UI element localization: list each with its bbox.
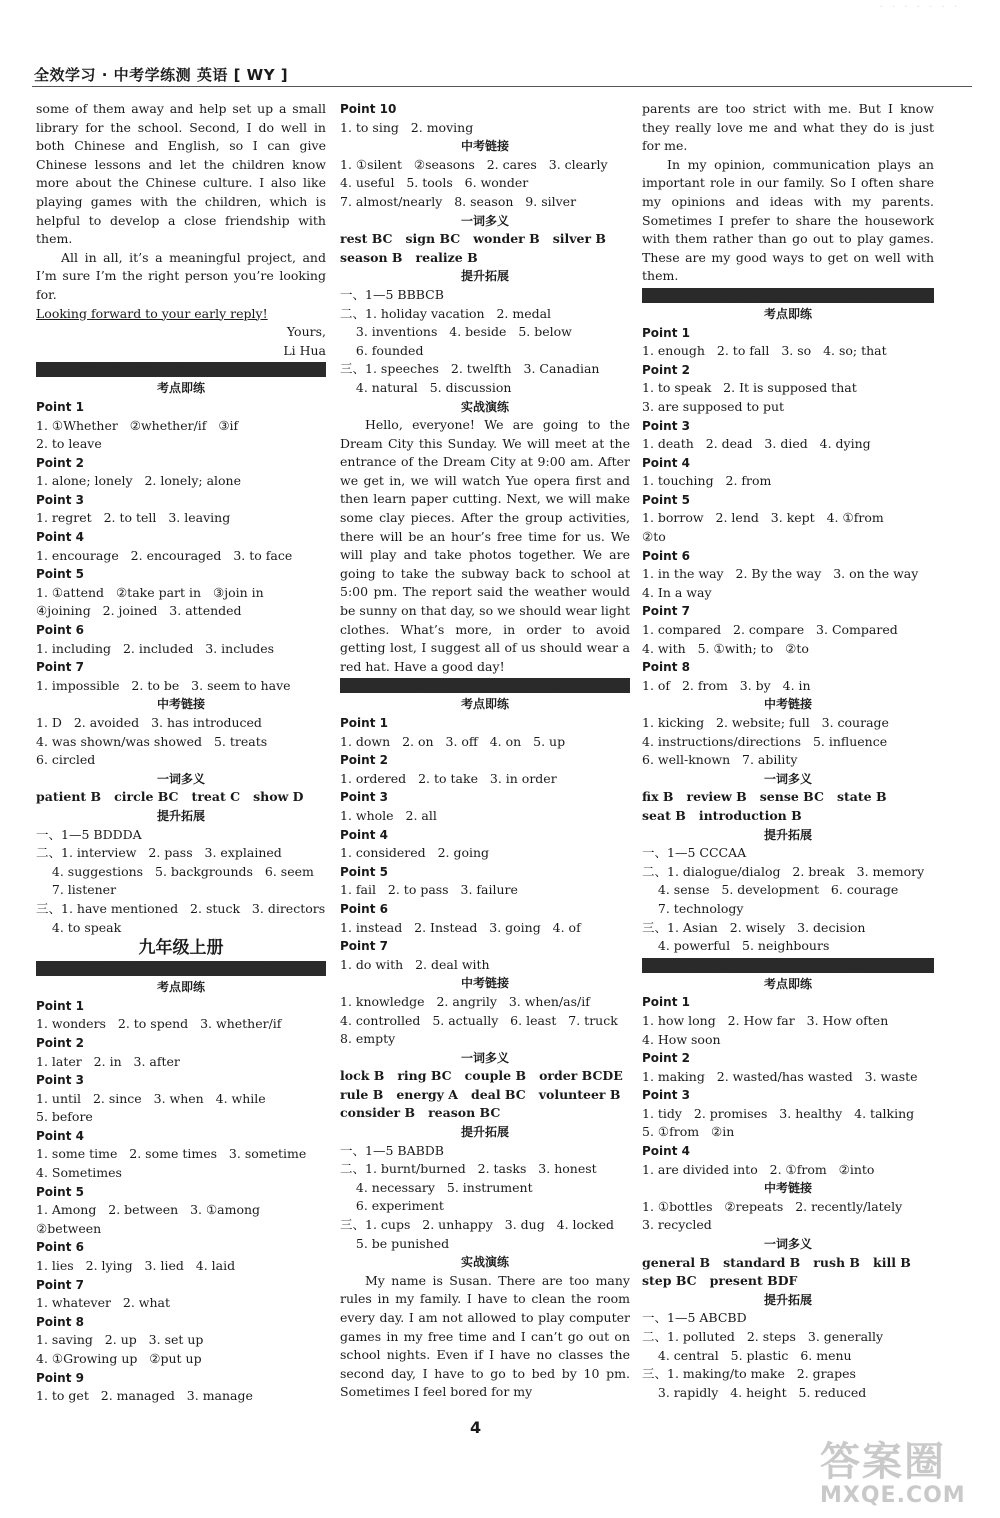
point-label: Point 4 bbox=[36, 530, 84, 545]
section-heading: 一词多义 bbox=[156, 771, 205, 786]
answer-line: 4. controlled 5. actually 6. least 7. truck bbox=[340, 1012, 618, 1028]
paragraph: All in all, it’s a meaningful project, and I’m sure I’m the right person you’re looking for. bbox=[36, 249, 326, 302]
point-label: Point 7 bbox=[340, 939, 388, 954]
point-label: Point 3 bbox=[36, 492, 84, 507]
answer-column-2 bbox=[340, 100, 630, 1402]
point-label: Point 2 bbox=[36, 455, 84, 470]
point-label: Point 9 bbox=[36, 1370, 84, 1385]
answer-line: ②to bbox=[642, 529, 666, 545]
answer-line: 1. alone; lonely 2. lonely; alone bbox=[36, 473, 241, 489]
answer-line: 1. considered 2. going bbox=[340, 845, 490, 861]
answer-line: 4. Sometimes bbox=[36, 1165, 122, 1181]
word-meaning-line: patient B circle BC treat C show D bbox=[36, 789, 304, 805]
answer-line: 2. to leave bbox=[36, 436, 102, 452]
word-meaning-line: step BC present BDF bbox=[642, 1273, 798, 1289]
point-label: Point 3 bbox=[642, 418, 690, 433]
word-meaning-line: seat B introduction B bbox=[642, 807, 802, 823]
point-label: Point 4 bbox=[642, 1144, 690, 1159]
point-label: Point 6 bbox=[642, 548, 690, 563]
answer-line: 1. whole 2. all bbox=[340, 807, 437, 823]
answer-line: 1. ①bottles ②repeats 2. recently/lately bbox=[642, 1198, 903, 1214]
answer-line: 1. including 2. included 3. includes bbox=[36, 640, 275, 656]
answer-line: 6. circled bbox=[36, 752, 96, 768]
answer-line: 1. down 2. on 3. off 4. on 5. up bbox=[340, 733, 566, 749]
point-label: Point 3 bbox=[36, 1073, 84, 1088]
header-rule bbox=[32, 86, 972, 87]
point-label: Point 4 bbox=[340, 827, 388, 842]
answer-line: 二、1. polluted 2. steps 3. generally bbox=[642, 1329, 884, 1344]
answer-line: 3. are supposed to put bbox=[642, 398, 785, 414]
volume-title: 九年级上册 bbox=[138, 938, 224, 959]
answer-line: 1. ordered 2. to take 3. in order bbox=[340, 770, 557, 786]
answer-line: 1. instead 2. Instead 3. going 4. of bbox=[340, 919, 581, 935]
answer-line: 4. suggestions 5. backgrounds 6. seem bbox=[36, 863, 314, 879]
point-label: Point 1 bbox=[642, 325, 690, 340]
answer-line: 1. enough 2. to fall 3. so 4. so; that bbox=[642, 343, 887, 359]
section-heading: 提升拓展 bbox=[763, 827, 812, 842]
section-heading: 一词多义 bbox=[460, 1050, 509, 1065]
answer-line: 1. to get 2. managed 3. manage bbox=[36, 1388, 253, 1404]
paragraph: My name is Susan. There are too many rules in my family. I have to clean the room every day. I am not allowed to play computer games in my free time and I can’t go out on school nights. Even if I have no classes the second day, I have to go to bed by 10 pm. Sometimes I feel bored for my bbox=[340, 1272, 630, 1400]
answer-line: 三、1. speeches 2. twelfth 3. Canadian bbox=[340, 361, 600, 377]
answer-line: 1. encourage 2. encouraged 3. to face bbox=[36, 547, 293, 563]
answer-line: 4. necessary 5. instrument bbox=[340, 1179, 533, 1195]
section-heading: 考点即练 bbox=[460, 697, 509, 712]
answer-line: 1. regret 2. to tell 3. leaving bbox=[36, 510, 231, 526]
lesson-banner: 第14课时 Module 1—Module 3 bbox=[36, 961, 326, 976]
answer-line: 1. borrow 2. lend 3. kept 4. ①from bbox=[642, 510, 884, 526]
point-label: Point 5 bbox=[36, 1184, 84, 1199]
answer-line: 6. well-known 7. ability bbox=[642, 752, 798, 768]
answer-line: 三、1. making/to make 2. grapes bbox=[642, 1366, 856, 1382]
answer-line: 4. natural 5. discussion bbox=[340, 379, 512, 395]
answer-line: 6. founded bbox=[340, 342, 424, 358]
answer-line: 一、1—5 ABCBD bbox=[642, 1310, 747, 1326]
point-label: Point 5 bbox=[642, 492, 690, 507]
paragraph: parents are too strict with me. But I know they really love me and what they do is just for me. bbox=[642, 101, 934, 154]
answer-line: 1. saving 2. up 3. set up bbox=[36, 1332, 204, 1348]
answer-line: 6. experiment bbox=[340, 1198, 444, 1214]
page-number: 4 bbox=[470, 1418, 482, 1437]
point-label: Point 4 bbox=[36, 1128, 84, 1143]
answer-line: 1. until 2. since 3. when 4. while bbox=[36, 1090, 266, 1106]
answer-line: 1. to speak 2. It is supposed that bbox=[642, 380, 857, 396]
answer-line: 4. was shown/was showed 5. treats bbox=[36, 733, 268, 749]
section-heading: 一词多义 bbox=[763, 771, 812, 786]
word-meaning-line: rest BC sign BC wonder B silver B bbox=[340, 231, 606, 247]
answer-line: 一、1—5 BABDB bbox=[340, 1142, 444, 1158]
answer-line: 二、1. interview 2. pass 3. explained bbox=[36, 845, 282, 861]
point-label: Point 2 bbox=[642, 362, 690, 377]
answer-line: 4. instructions/directions 5. influence bbox=[642, 733, 888, 749]
answer-line: 1. fail 2. to pass 3. failure bbox=[340, 882, 518, 898]
answer-line: 1. making 2. wasted/has wasted 3. waste bbox=[642, 1068, 918, 1084]
lesson-banner: 第17课时 Module 10—Module 12 bbox=[642, 958, 934, 973]
point-label: Point 10 bbox=[340, 102, 397, 116]
lesson-banner: 第15课时 Module 4—Module 6 bbox=[340, 678, 630, 693]
answer-line: 1. in the way 2. By the way 3. on the way bbox=[642, 566, 919, 582]
answer-line: 三、1. Asian 2. wisely 3. decision bbox=[642, 919, 866, 935]
answer-line: 7. technology bbox=[642, 900, 744, 916]
answer-line: 1. D 2. avoided 3. has introduced bbox=[36, 715, 262, 730]
paragraph: In my opinion, communication plays an important role in our family. So I often share my opinions and ideas with my parents. Sometimes I prefer to share the housework with them rather than go out to play games. These are my good ways to get on well with them. bbox=[642, 156, 934, 284]
point-label: Point 7 bbox=[642, 604, 690, 619]
section-heading: 一词多义 bbox=[763, 1237, 812, 1252]
point-label: Point 6 bbox=[340, 901, 388, 916]
point-label: Point 5 bbox=[36, 567, 84, 582]
point-label: Point 3 bbox=[340, 790, 388, 805]
section-heading: 考点即练 bbox=[763, 976, 812, 991]
point-label: Point 7 bbox=[36, 1277, 84, 1292]
answer-line: 1. later 2. in 3. after bbox=[36, 1053, 180, 1069]
point-label: Point 1 bbox=[36, 998, 84, 1013]
point-label: Point 1 bbox=[642, 995, 690, 1010]
point-label: Point 8 bbox=[36, 1314, 84, 1329]
word-meaning-line: rule B energy A deal BC volunteer B bbox=[340, 1086, 621, 1102]
answer-line: 1. of 2. from 3. by 4. in bbox=[642, 677, 811, 693]
section-heading: 提升拓展 bbox=[156, 808, 205, 823]
word-meaning-line: general B standard B rush B kill B bbox=[642, 1254, 911, 1270]
section-heading: 考点即练 bbox=[763, 306, 812, 321]
word-meaning-line: season B realize B bbox=[340, 249, 478, 265]
point-label: Point 8 bbox=[642, 660, 690, 675]
point-label: Point 1 bbox=[36, 399, 84, 414]
section-heading: 提升拓展 bbox=[763, 1292, 812, 1307]
answer-line: 1. do with 2. deal with bbox=[340, 956, 490, 972]
answer-line: 1. wonders 2. to spend 3. whether/if bbox=[36, 1016, 282, 1032]
section-heading: 中考链接 bbox=[763, 1181, 812, 1196]
signature-line: Yours, bbox=[286, 324, 326, 340]
answer-line: 8. empty bbox=[340, 1031, 396, 1047]
point-label: Point 1 bbox=[340, 716, 388, 730]
word-meaning-line: consider B reason BC bbox=[340, 1105, 501, 1121]
answer-line: 二、1. dialogue/dialog 2. break 3. memory bbox=[642, 863, 925, 879]
answer-line: 1. some time 2. some times 3. sometime bbox=[36, 1146, 307, 1162]
section-heading: 中考链接 bbox=[763, 697, 812, 712]
answer-line: ④joining 2. joined 3. attended bbox=[36, 603, 242, 619]
answer-line: 1. kicking 2. website; full 3. courage bbox=[642, 715, 889, 730]
watermark-url: MXQE.COM bbox=[820, 1483, 966, 1508]
answer-line: 一、1—5 CCCAA bbox=[642, 845, 747, 861]
section-heading: 提升拓展 bbox=[460, 1125, 509, 1140]
closing-line: Looking forward to your early reply! bbox=[36, 305, 268, 321]
answer-column-3 bbox=[642, 100, 934, 1402]
answer-line: 4. How soon bbox=[642, 1031, 721, 1047]
answer-line: 4. useful 5. tools 6. wonder bbox=[340, 175, 529, 191]
answer-line: 4. ①Growing up ②put up bbox=[36, 1351, 202, 1366]
paragraph: some of them away and help set up a small library for the school. Second, I do well in both Chinese and English, so I can give Chinese lessons and let the children know more about the Chinese culture. I also like playing games with the children, which is helpful to develop a close friendship with them. bbox=[36, 101, 326, 247]
answer-line: 5. before bbox=[36, 1109, 93, 1125]
section-heading: 考点即练 bbox=[156, 381, 205, 396]
answer-line: 三、1. cups 2. unhappy 3. dug 4. locked bbox=[340, 1217, 615, 1233]
answer-line: 1. tidy 2. promises 3. healthy 4. talking bbox=[642, 1105, 915, 1121]
section-heading: 一词多义 bbox=[460, 213, 509, 228]
lesson-banner: 第12课时 Module 11—Module 12 bbox=[36, 362, 326, 377]
answer-line: 3. rapidly 4. height 5. reduced bbox=[642, 1384, 867, 1400]
answer-line: 1. to sing 2. moving bbox=[340, 119, 474, 135]
answer-line: 4. In a way bbox=[642, 584, 712, 600]
section-heading: 实战演练 bbox=[460, 399, 509, 414]
answer-line: 4. sense 5. development 6. courage bbox=[642, 882, 899, 898]
point-label: Point 5 bbox=[340, 864, 388, 879]
answer-line: 7. listener bbox=[36, 882, 117, 898]
point-label: Point 2 bbox=[340, 753, 388, 768]
answer-line: 二、1. holiday vacation 2. medal bbox=[340, 305, 552, 321]
answer-line: 4. to speak bbox=[36, 919, 122, 935]
answer-line: 4. with 5. ①with; to ②to bbox=[642, 640, 809, 656]
section-heading: 中考链接 bbox=[460, 976, 509, 991]
answer-line: 1. ①silent ②seasons 2. cares 3. clearly bbox=[340, 156, 608, 172]
point-label: Point 4 bbox=[642, 455, 690, 470]
answer-line: 1. lies 2. lying 3. lied 4. laid bbox=[36, 1258, 236, 1274]
answer-line: 1. ①attend ②take part in ③join in bbox=[36, 584, 264, 600]
point-label: Point 6 bbox=[36, 623, 84, 638]
section-heading: 中考链接 bbox=[156, 697, 205, 712]
answer-line: 1. Among 2. between 3. ①among bbox=[36, 1202, 261, 1218]
answer-line: 1. knowledge 2. angrily 3. when/as/if bbox=[340, 993, 590, 1009]
point-label: Point 6 bbox=[36, 1240, 84, 1255]
answer-line: 3. recycled bbox=[642, 1217, 712, 1233]
answer-line: 5. ①from ②in bbox=[642, 1124, 735, 1140]
answer-line: 1. compared 2. compare 3. Compared bbox=[642, 622, 898, 638]
answer-line: 1. whatever 2. what bbox=[36, 1295, 171, 1311]
answer-line: 1. how long 2. How far 3. How often bbox=[642, 1012, 889, 1028]
answer-line: 4. central 5. plastic 6. menu bbox=[642, 1347, 852, 1363]
watermark-logo bbox=[820, 1440, 980, 1510]
answer-column-1 bbox=[36, 100, 326, 1406]
word-meaning-line: fix B review B sense BC state B bbox=[642, 789, 887, 805]
point-label: Point 3 bbox=[642, 1088, 690, 1103]
paragraph: Hello, everyone! We are going to the Dream City this Sunday. We will meet at the entrance of the Dream City at 9:00 am. After we get in, we will watch Yue opera first and then learn paper cutting. Next, we will make some clay pieces. After the group activities, there will be an hour’s free time for us. We will play and take photos together. We are going to take the subway back to school at 5:00 pm. The report said the weather would be sunny on that day, so we should wear light clothes. What’s more, in order to avoid getting lost, I suggest all of us should wear a red hat. Have a good day! bbox=[340, 417, 630, 674]
answer-line: 4. powerful 5. neighbours bbox=[642, 938, 830, 954]
answer-line: 1. ①Whether ②whether/if ③if bbox=[36, 417, 239, 433]
answer-line: 1. are divided into 2. ①from ②into bbox=[642, 1161, 875, 1177]
answer-line: 一、1—5 BDDDA bbox=[36, 826, 142, 842]
lesson-banner: 第16课时 Module 7—Module 9 bbox=[642, 288, 934, 303]
section-heading: 中考链接 bbox=[460, 139, 509, 154]
answer-line: 1. touching 2. from bbox=[642, 473, 772, 489]
point-label: Point 7 bbox=[36, 660, 84, 675]
section-heading: 提升拓展 bbox=[460, 269, 509, 284]
answer-line: 1. impossible 2. to be 3. seem to have bbox=[36, 677, 291, 693]
signature-line: Li Hua bbox=[283, 342, 326, 358]
answer-line: 5. be punished bbox=[340, 1235, 450, 1251]
word-meaning-line: lock B ring BC couple B order BCDE bbox=[340, 1068, 623, 1084]
point-label: Point 2 bbox=[642, 1051, 690, 1066]
page-header: 全效学习 · 中考学练测 英语 [ WY ] bbox=[34, 66, 289, 84]
answer-line: 三、1. have mentioned 2. stuck 3. directors bbox=[36, 900, 326, 916]
answer-line: 7. almost/nearly 8. season 9. silver bbox=[340, 193, 577, 209]
section-heading: 实战演练 bbox=[460, 1255, 509, 1270]
point-label: Point 2 bbox=[36, 1035, 84, 1050]
top-edge-marks: · · · · · · · bbox=[879, 2, 960, 13]
watermark-text: 答案圈 bbox=[820, 1439, 946, 1485]
answer-line: 1. death 2. dead 3. died 4. dying bbox=[642, 436, 871, 452]
answer-line: ②between bbox=[36, 1220, 102, 1236]
answer-line: 3. inventions 4. beside 5. below bbox=[340, 324, 572, 340]
answer-line: 一、1—5 BBBCB bbox=[340, 286, 444, 302]
answer-line: 二、1. burnt/burned 2. tasks 3. honest bbox=[340, 1161, 597, 1177]
section-heading: 考点即练 bbox=[156, 980, 205, 995]
